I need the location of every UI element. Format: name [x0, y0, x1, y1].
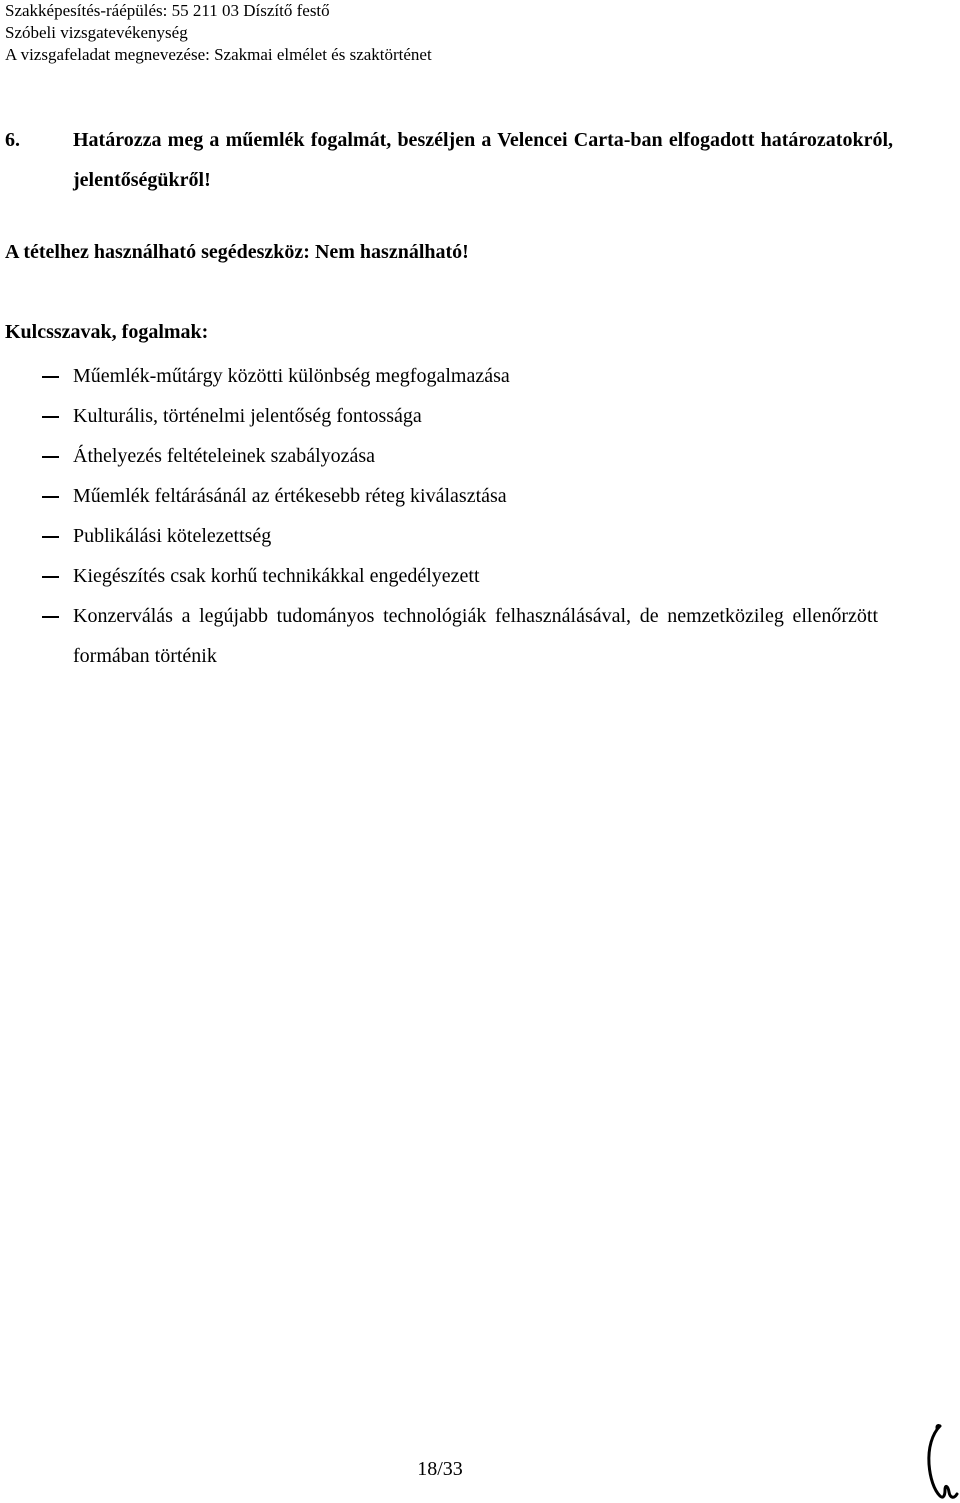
list-item: [0, 436, 878, 476]
list-item: [0, 356, 878, 396]
list-item: [0, 596, 878, 676]
signature-mark: [918, 1420, 960, 1503]
keywords-heading: Kulcsszavak, fogalmak:: [5, 321, 209, 343]
dash-bullet-icon: [42, 456, 59, 458]
dash-bullet-icon: [42, 616, 59, 618]
header-qualification: Szakképesítés-ráépülés: 55 211 03 Díszítő festő: [5, 1, 330, 20]
tools-allowed-line: A tételhez használható segédeszköz: Nem használható!: [5, 241, 469, 263]
list-item-text: Áthelyezés feltételeinek szabályozása: [73, 445, 376, 467]
header-task-name: A vizsgafeladat megnevezése: Szakmai elmélet és szaktörténet: [5, 45, 432, 64]
dash-bullet-icon: [42, 496, 59, 498]
list-item-text: Műemlék feltárásánál az értékesebb réteg kiválasztása: [73, 485, 507, 507]
list-item: [0, 556, 878, 596]
list-item-text: Műemlék-műtárgy közötti különbség megfogalmazása: [73, 365, 510, 387]
dash-bullet-icon: [42, 536, 59, 538]
page-number: 18/33: [417, 1458, 463, 1480]
question-number: 6.: [5, 129, 20, 151]
list-item: [0, 476, 878, 516]
dash-bullet-icon: [42, 576, 59, 578]
list-item-text: Publikálási kötelezettség: [73, 525, 272, 547]
list-item-text: Konzerválás a legújabb tudományos technológiák felhasználásával, de nemzetközileg ellenőrzött formában történik: [73, 605, 878, 667]
header-exam-activity: Szóbeli vizsgatevékenység: [5, 23, 188, 42]
dash-bullet-icon: [42, 416, 59, 418]
document-header: [5, 0, 905, 66]
dash-bullet-icon: [42, 376, 59, 378]
list-item-text: Kulturális, történelmi jelentőség fontossága: [73, 405, 422, 427]
question-text: Határozza meg a műemlék fogalmát, beszéljen a Velencei Carta-ban elfogadott határozatokról, jelentőségükről!: [73, 129, 893, 191]
list-item: [0, 516, 878, 556]
list-item-text: Kiegészítés csak korhű technikákkal engedélyezett: [73, 565, 480, 587]
keywords-list: [0, 356, 900, 676]
list-item: [0, 396, 878, 436]
